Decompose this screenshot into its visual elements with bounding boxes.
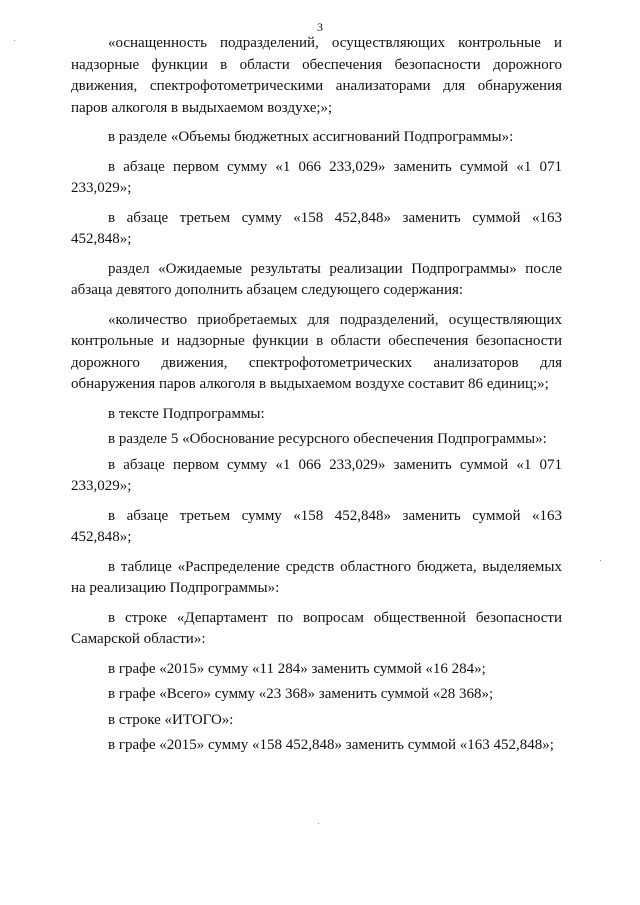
paragraph-section5-third-amount: в абзаце третьем сумму «158 452,848» заменить суммой «163 452,848»; [71, 507, 562, 545]
paragraph-first-amount: в абзаце первом сумму «1 066 233,029» заменить суммой «1 071 233,029»; [71, 158, 562, 196]
scan-speck [318, 823, 319, 824]
paragraph-analyzers-count: «количество приобретаемых для подразделений, осуществляющих контрольные и надзорные функции в области обеспечения безопасности дорожного движения, спектрофотометрических анализаторов для обнаружения паров алкоголя в выдыхаемом воздухе составит 86 единиц;»; [71, 311, 562, 392]
paragraph-total-2015: в графе «2015» сумму «158 452,848» заменить суммой «163 452,848»; [108, 737, 554, 753]
page-number: 3 [317, 20, 323, 34]
paragraph-column-total: в графе «Всего» сумму «23 368» заменить суммой «28 368»; [108, 686, 494, 702]
scan-speck [14, 40, 15, 41]
paragraph-total-row: в строке «ИТОГО»: [108, 711, 234, 728]
paragraph-section-5: в разделе 5 «Обоснование ресурсного обеспечения Подпрограммы»: [108, 431, 547, 447]
paragraph-subprogram-text: в тексте Подпрограммы: [108, 405, 265, 422]
document-body [71, 33, 562, 761]
paragraph-third-amount: в абзаце третьем сумму «158 452,848» заменить суммой «163 452,848»; [71, 209, 562, 247]
paragraph-budget-section: в разделе «Объемы бюджетных ассигнований Подпрограммы»: [108, 129, 514, 145]
paragraph-expected-results: раздел «Ожидаемые результаты реализации Подпрограммы» после абзаца девятого дополнить абзацем следующего содержания: [71, 260, 562, 298]
paragraph-equipment-indicator: «оснащенность подразделений, осуществляющих контрольные и надзорные функции в области обеспечения безопасности дорожного движения, спектрофотометрическими анализаторами для обнаружения паров алкоголя в выдыхаемом воздухе;»; [71, 35, 562, 116]
paragraph-department-row: в строке «Департамент по вопросам общественной безопасности Самарской области»: [71, 609, 562, 647]
paragraph-distribution-table: в таблице «Распределение средств областного бюджета, выделяемых на реализацию Подпрограммы»: [71, 558, 562, 596]
paragraph-section5-first-amount: в абзаце первом сумму «1 066 233,029» заменить суммой «1 071 233,029»; [71, 456, 562, 494]
scan-speck [600, 560, 601, 561]
paragraph-column-2015: в графе «2015» сумму «11 284» заменить суммой «16 284»; [108, 660, 486, 677]
